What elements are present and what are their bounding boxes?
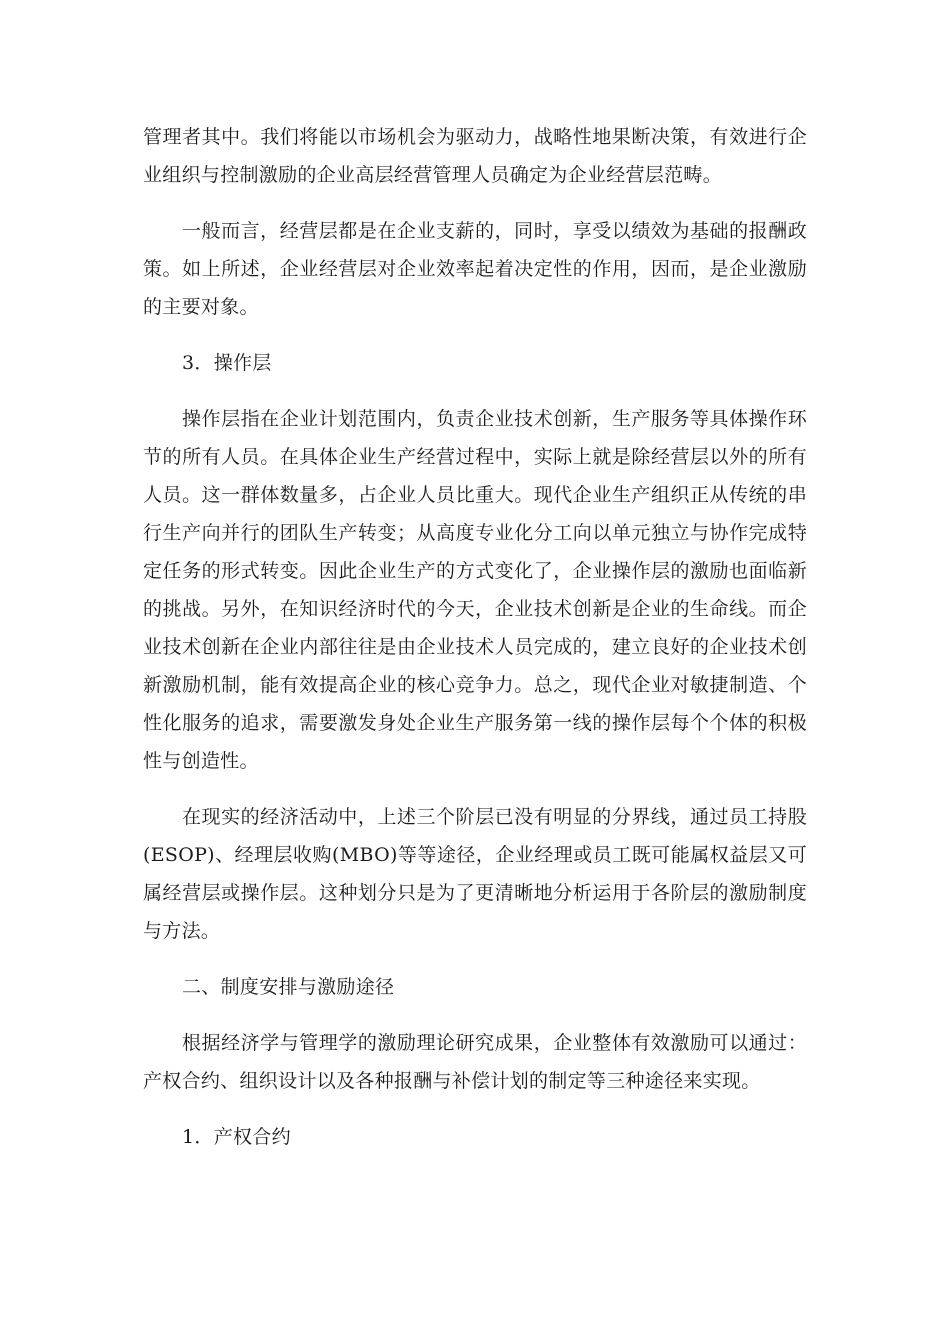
paragraph-4: 在现实的经济活动中，上述三个阶层已没有明显的分界线，通过员工持股(ESOP)、经理层收购(MBO)等等途径，企业经理或员工既可能属权益层又可属经营层或操作层。这种划分只是为了更清晰地分析运用于各阶层的激励制度与方法。 [143,806,807,942]
document-page [143,118,807,1156]
section-heading-property-contract: 1．产权合约 [182,1126,291,1148]
paragraph-3: 操作层指在企业计划范围内，负责企业技术创新，生产服务等具体操作环节的所有人员。在具体企业生产经营过程中，实际上就是除经营层以外的所有人员。这一群体数量多，占企业人员比重大。现代企业生产组织正从传统的串行生产向并行的团队生产转变；从高度专业化分工向以单元独立与协作完成特定任务的形式转变。因此企业生产的方式变化了，企业操作层的激励也面临新的挑战。另外，在知识经济时代的今天，企业技术创新是企业的生命线。而企业技术创新在企业内部往往是由企业技术人员完成的，建立良好的企业技术创新激励机制，能有效提高企业的核心竞争力。总之，现代企业对敏捷制造、个性化服务的追求，需要激发身处企业生产服务第一线的操作层每个个体的积极性与创造性。 [143,408,807,772]
paragraph-5: 根据经济学与管理学的激励理论研究成果，企业整体有效激励可以通过：产权合约、组织设计以及各种报酬与补偿计划的制定等三种途径来实现。 [143,1032,807,1092]
paragraph-1: 管理者其中。我们将能以市场机会为驱动力，战略性地果断决策，有效进行企业组织与控制激励的企业高层经营管理人员确定为企业经营层范畴。 [143,126,807,186]
section-heading-operation-layer: 3．操作层 [182,352,272,374]
section-heading-institutional-arrangement: 二、制度安排与激励途径 [182,976,395,998]
paragraph-2: 一般而言，经营层都是在企业支薪的，同时，享受以绩效为基础的报酬政策。如上所述，企业经营层对企业效率起着决定性的作用，因而，是企业激励的主要对象。 [143,220,807,318]
